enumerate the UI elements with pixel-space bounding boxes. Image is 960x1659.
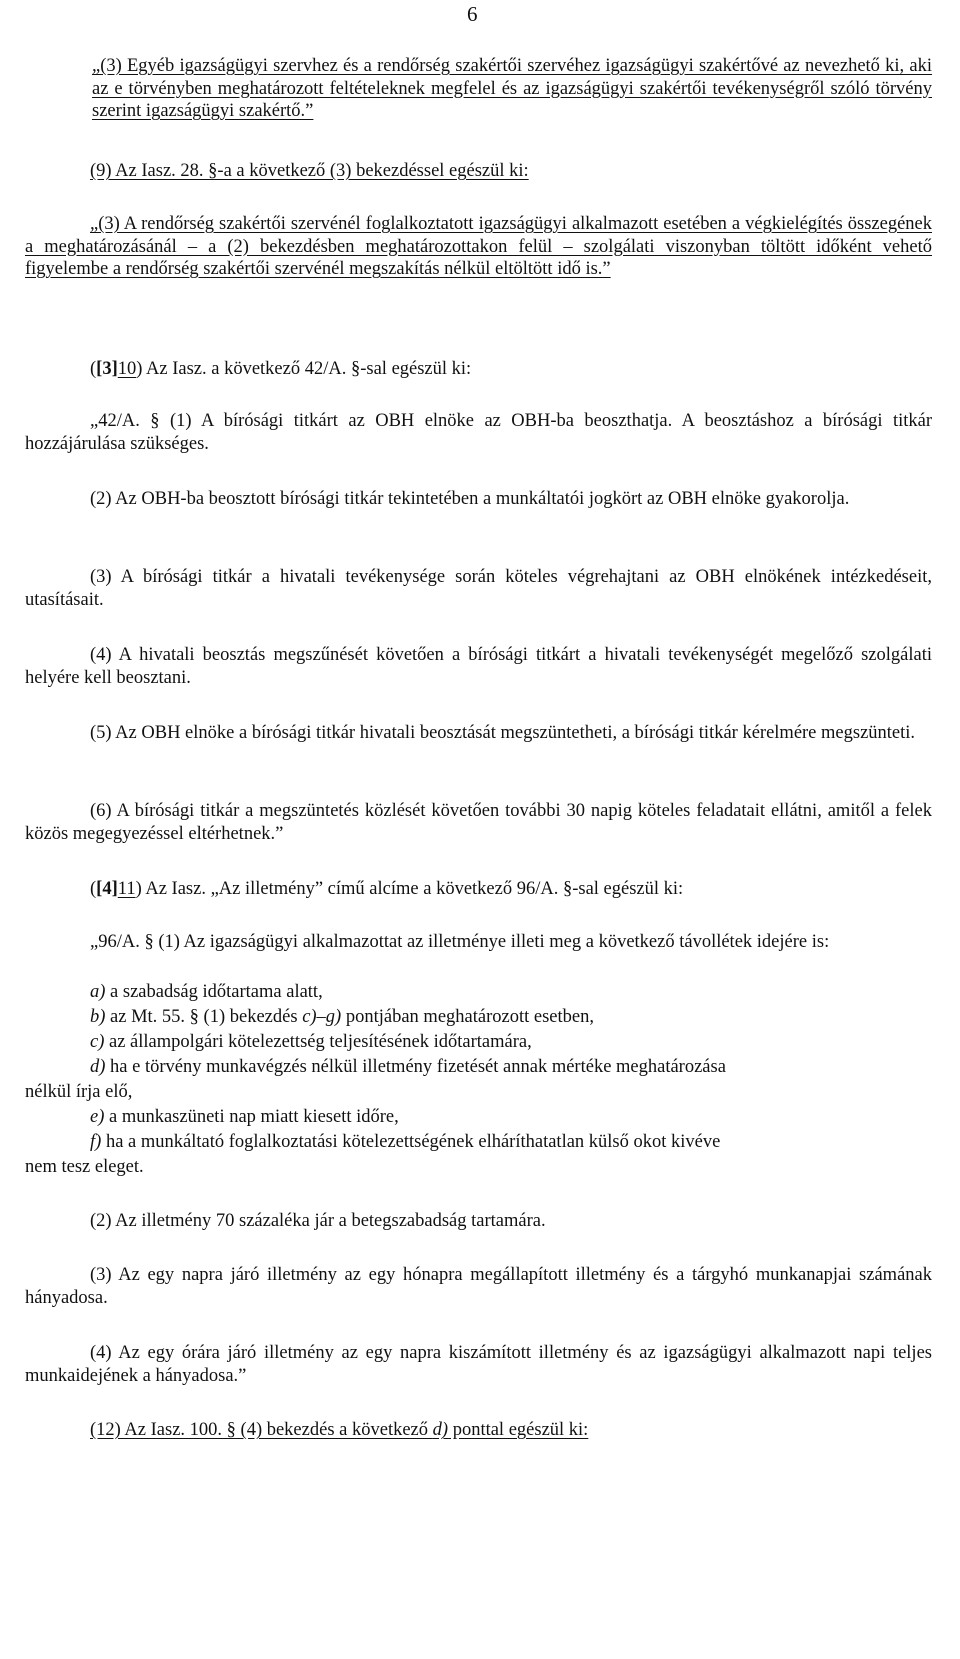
paragraph-42a-3: (3) A bírósági titkár a hivatali tevékenysége során köteles végrehajtani az OBH elnökének intézkedéseit, utasításait.: [25, 567, 932, 610]
new-number: 10: [117, 359, 137, 379]
list-item-d: d) ha e törvény munkavégzés nélkül illetmény fizetését annak mértéke meghatározása: [90, 1057, 726, 1077]
list-item-e: e) a munkaszüneti nap miatt kiesett időre,: [90, 1107, 399, 1127]
list-item-c: c) az állampolgári kötelezettség teljesítésének időtartamára,: [90, 1032, 532, 1052]
paragraph-amend-3: „(3) Egyéb igazságügyi szervhez és a rendőrség szakértői szervéhez igazságügyi szakértővé az nevezhető ki, aki az e törvényben meghatározott feltételeknek megfelel és az igazságügyi szakértői tevékenységről szóló törvény szerint igazságügyi szakértő.”: [92, 56, 932, 121]
paragraph-42a-4: (4) A hivatali beosztás megszűnését követően a bírósági titkárt a hivatali tevékenységét megelőző szolgálati helyére kell beosztani.: [25, 645, 932, 688]
paragraph-9: (9) Az Iasz. 28. §-a a következő (3) bekezdéssel egészül ki:: [90, 161, 529, 181]
list-item-d-cont: nélkül írja elő,: [25, 1082, 133, 1102]
paragraph-96a-4: (4) Az egy órára járó illetmény az egy napra kiszámított illetmény és az igazságügyi alkalmazott napi teljes munkaidejének a hányadosa.”: [25, 1343, 932, 1386]
paragraph-96a-2: (2) Az illetmény 70 százaléka jár a betegszabadság tartamára.: [90, 1211, 546, 1231]
paragraph-42a-2: (2) Az OBH-ba beosztott bírósági titkár tekintetében a munkáltatói jogkört az OBH elnöke gyakorolja.: [90, 489, 850, 509]
paragraph-96a-3: (3) Az egy napra járó illetmény az egy hónapra megállapított illetmény és a tárgyhó munkanapjai számának hányadosa.: [25, 1265, 932, 1308]
paragraph-12: (12) Az Iasz. 100. § (4) bekezdés a következő d) ponttal egészül ki:: [90, 1420, 589, 1440]
paragraph-42a-1: „42/A. § (1) A bírósági titkárt az OBH elnöke az OBH-ba beoszthatja. A beosztáshoz a bírósági titkár hozzájárulása szükséges.: [25, 411, 932, 454]
paragraph-42a-5: (5) Az OBH elnöke a bírósági titkár hivatali beosztását megszüntetheti, a bírósági titkár kérelmére megszünteti.: [90, 723, 916, 743]
paragraph-42a-6: (6) A bírósági titkár a megszüntetés közlését követően további 30 napig köteles feladatait ellátni, amitől a felek közös megegyezéssel eltérhetnek.”: [25, 801, 932, 844]
paragraph-quote-3: „(3) A rendőrség szakértői szervénél foglalkoztatott igazságügyi alkalmazott esetében a végkielégítés összegének a meghatározásánál – a (2) bekezdésben meghatározottakon felül – szolgálati viszonyban töltött időként vehető figyelembe a rendőrség szakértői szervénél megszakítás nélkül eltöltött idő is.”: [25, 214, 932, 279]
struck-number: [4]: [96, 879, 118, 899]
paragraph-10: ([3]10) Az Iasz. a következő 42/A. §-sal egészül ki:: [90, 359, 472, 379]
list-item-b: b) az Mt. 55. § (1) bekezdés c)–g) pontjában meghatározott esetben,: [90, 1007, 594, 1027]
list-item-f: f) ha a munkáltató foglalkoztatási kötelezettségének elháríthatatlan külső okot kivéve: [90, 1132, 721, 1152]
struck-number: [3]: [96, 359, 118, 379]
list-item-a: a) a szabadság időtartama alatt,: [90, 982, 323, 1002]
list-item-f-cont: nem tesz eleget.: [25, 1157, 144, 1177]
paragraph-11: ([4]11) Az Iasz. „Az illetmény” című alcíme a következő 96/A. §-sal egészül ki:: [90, 879, 684, 899]
page-number: 6: [467, 2, 478, 26]
new-number: 11: [117, 879, 136, 899]
paragraph-96a-1: „96/A. § (1) Az igazságügyi alkalmazottat az illetménye illeti meg a következő távollétek idejére is:: [90, 932, 830, 952]
